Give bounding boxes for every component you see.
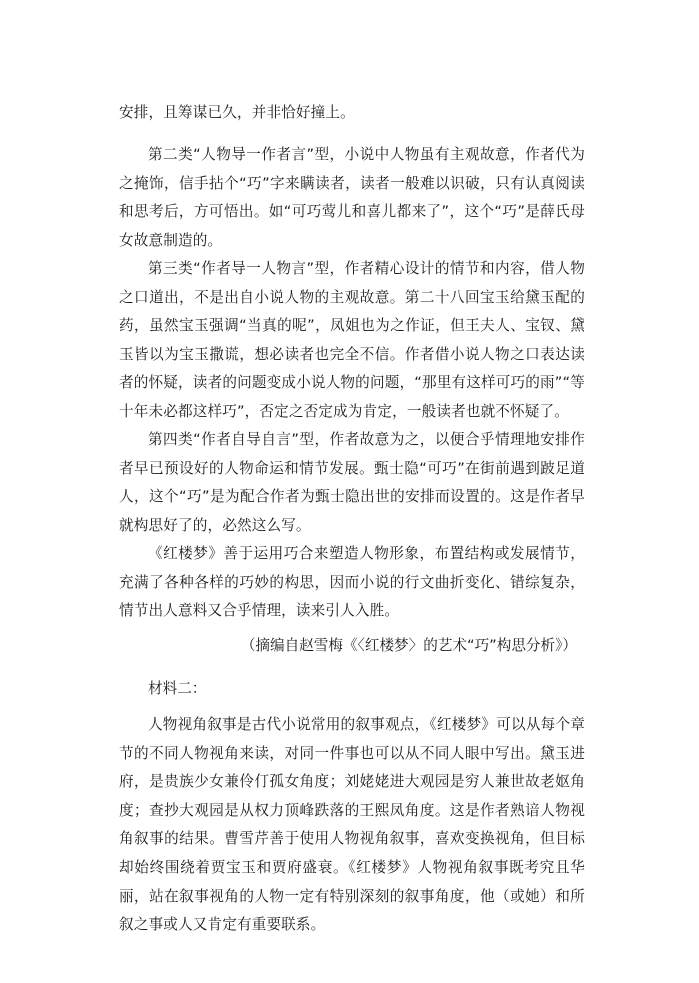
paragraph-type-three: 第三类“作者导一人物言”型，作者精心设计的情节和内容，借人物之口道出，不是出自小说人物的主观故意。第二十八回宝玉给黛玉配的药，虽然宝玉强调“当真的呢”，凤姐也为之作证，但王夫人、宝钗、黛玉皆以为宝玉撒谎，想必读者也完全不信。作者借小说人物之口表达读者的怀疑，读者的问题变成小说人物的问题，“那里有这样可巧的雨”“等十年未必都这样巧”，否定之否定成为肯定，一般读者也就不怀疑了。 <box>119 260 585 420</box>
paragraph-continuation: 安排，且筹谋已久，并非恰好撞上。 <box>119 104 355 121</box>
paragraph-type-two: 第二类“人物导一作者言”型，小说中人物虽有主观故意，作者代为之掩饰，信手拈个“巧”字来瞒读者，读者一般难以识破，只有认真阅读和思考后，方可悟出。如“可巧莺儿和喜儿都来了”，这个“巧”是薛氏母女故意制造的。 <box>119 146 585 249</box>
paragraph-material-two: 人物视角叙事是古代小说常用的叙事观点，《红楼梦》可以从每个章节的不同人物视角来读，对同一件事也可以从不同人眼中写出。黛玉进府，是贵族少女兼伶仃孤女角度；刘姥姥进大观园是穷人兼世故老妪角度；查抄大观园是从权力顶峰跌落的王熙凤角度。这是作者熟谙人物视角叙事的结果。曹雪芹善于使用人物视角叙事，喜欢变换视角，但目标却始终围绕着贾宝玉和贾府盛衰。《红楼梦》人物视角叙事既考究且华丽，站在叙事视角的人物一定有特别深刻的叙事角度，他（或她）和所叙之事或人又肯定有重要联系。 <box>119 716 585 934</box>
paragraph-summary: 《红楼梦》善于运用巧合来塑造人物形象，布置结构或发展情节，充满了各种各样的巧妙的构思，因而小说的行文曲折变化、错综复杂，情节出人意料又合乎情理，读来引人入胜。 <box>119 545 585 620</box>
paragraph-type-four: 第四类“作者自导自言”型，作者故意为之，以便合乎情理地安排作者早已预设好的人物命运和情节发展。甄士隐“可巧”在街前遇到跛足道人，这个“巧”是为配合作者为甄士隐出世的安排而设置的。这是作者早就构思好了的，必然这么写。 <box>119 431 585 534</box>
source-citation: （摘编自赵雪梅《〈红楼梦〉的艺术“巧”构思分析》） <box>240 637 577 654</box>
material-two-label: 材料二： <box>148 680 207 697</box>
